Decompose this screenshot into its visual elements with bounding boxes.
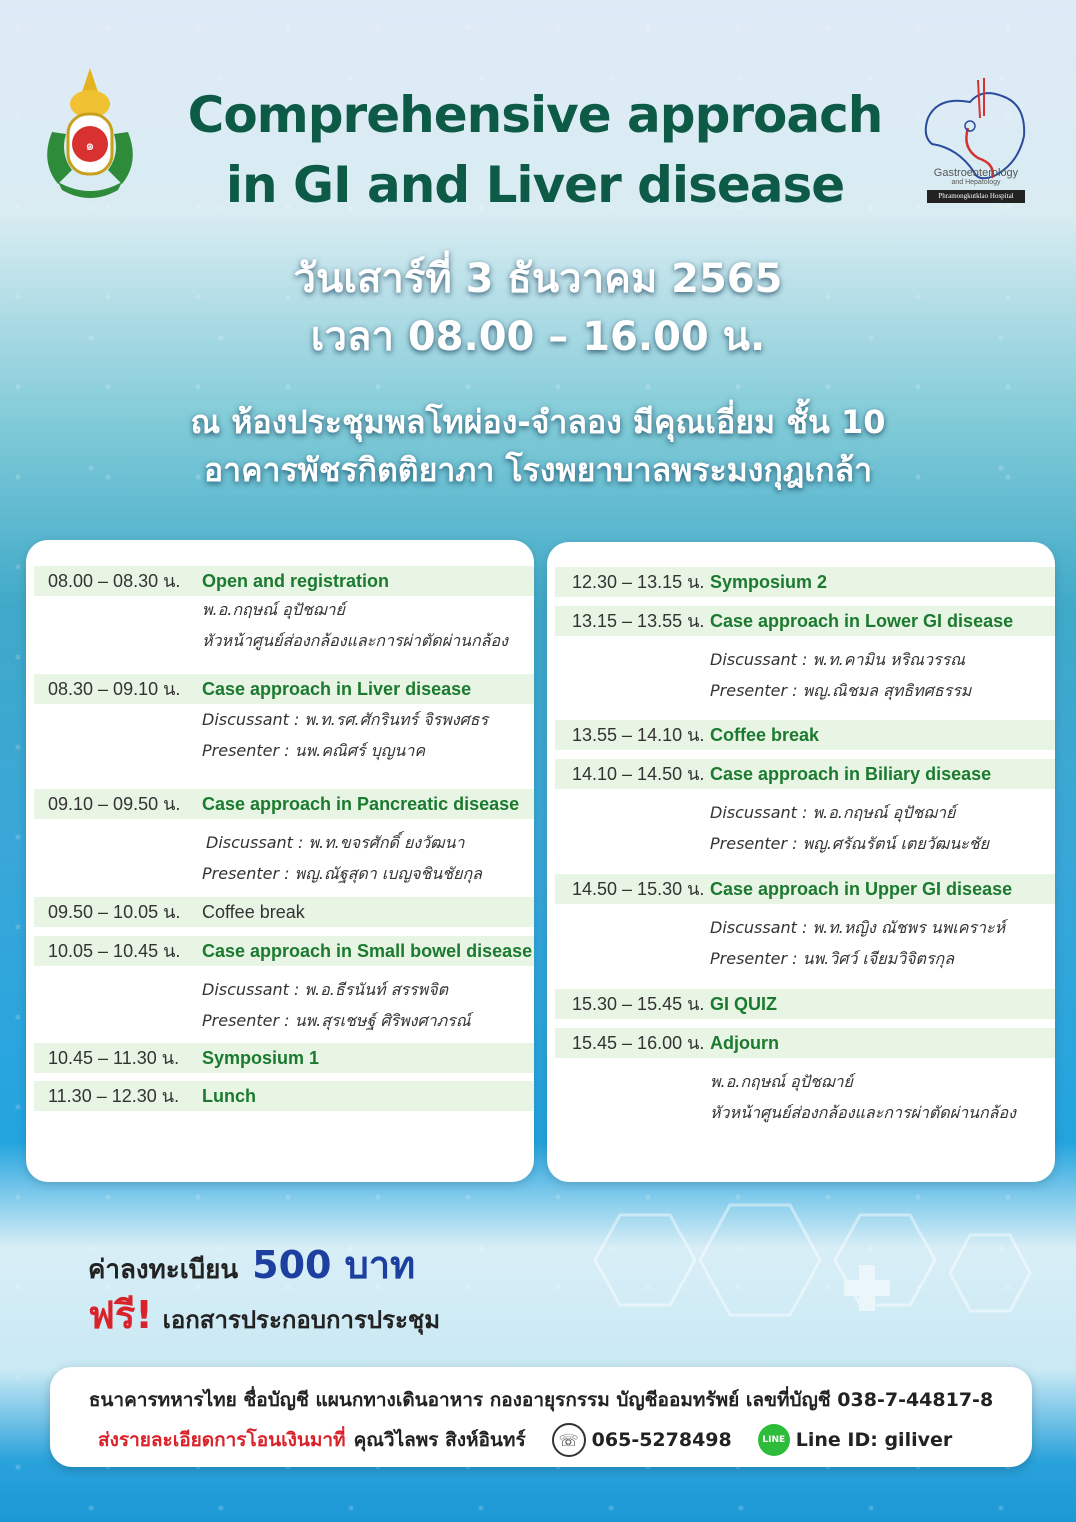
session-time: 08.00 – 08.30 น. — [48, 571, 181, 591]
medical-hexagon-graphic — [560, 1195, 1060, 1355]
session-discussant: Discussant : พ.ท.หญิง ณัชพร นพเคราะห์ — [710, 918, 1006, 937]
session-time: 15.30 – 15.45 น. — [572, 994, 705, 1014]
session-time: 10.05 – 10.45 น. — [48, 941, 181, 961]
gi-logo-line2: and Hepatology — [951, 179, 1001, 186]
session-time: 11.30 – 12.30 น. — [48, 1086, 180, 1106]
session-topic: Case approach in Upper GI disease — [710, 879, 1013, 899]
session-time: 09.50 – 10.05 น. — [48, 902, 181, 922]
event-title-line2: in GI and Liver disease — [225, 156, 845, 214]
session-topic: Adjourn — [710, 1033, 779, 1053]
svg-text:๑: ๑ — [85, 138, 95, 154]
session-discussant: Discussant : พ.อ.กฤษณ์ อุปัชฌาย์ — [710, 803, 956, 822]
fee-label: ค่าลงทะเบียน — [88, 1255, 239, 1285]
session-topic: Open and registration — [202, 571, 390, 591]
schedule-card-afternoon — [547, 542, 1055, 1182]
session-time: 09.10 – 09.50 น. — [48, 794, 181, 814]
session-discussant: Discussant : พ.อ.ธีรนันท์ สรรพจิต — [202, 980, 448, 999]
event-title-line1: Comprehensive approach — [187, 86, 883, 144]
session-presenter: Presenter : พญ.ณิชมล สุทธิทศธรรม — [710, 681, 972, 700]
session-topic: Symposium 2 — [710, 572, 828, 592]
session-time: 12.30 – 13.15 น. — [572, 572, 705, 592]
session-topic: Case approach in Lower GI disease — [710, 611, 1014, 631]
contact-info — [98, 1423, 952, 1457]
session-topic: Case approach in Pancreatic disease — [202, 794, 520, 814]
phone-icon: ☏ — [552, 1423, 586, 1457]
session-topic: Symposium 1 — [202, 1048, 320, 1068]
session-presenter: Presenter : นพ.วิศว์ เจียมวิจิตรกุล — [710, 949, 955, 968]
session-topic: Case approach in Small bowel disease — [202, 941, 533, 961]
session-topic: Lunch — [202, 1086, 256, 1106]
free-label: ฟรี! — [88, 1293, 153, 1337]
session-discussant: Discussant : พ.ท.รศ.ศักรินทร์ จิรพงศธร — [202, 710, 489, 729]
event-venue — [0, 398, 1076, 494]
session-time: 10.45 – 11.30 น. — [48, 1048, 180, 1068]
session-time: 13.15 – 13.55 น. — [572, 611, 705, 631]
hospital-emblem-logo — [38, 62, 142, 202]
session-time: 14.50 – 15.30 น. — [572, 879, 705, 899]
gi-logo-line1: Gastroenterology — [933, 167, 1019, 179]
session-presenter: Presenter : พญ.ศรัณรัตน์ เตยวัฒนะชัย — [710, 834, 989, 853]
session-topic: Case approach in Biliary disease — [710, 764, 992, 784]
send-transfer-label: ส่งรายละเอียดการโอนเงินมาที่ — [98, 1429, 346, 1451]
fee-amount: 500 บาท — [252, 1243, 416, 1287]
event-time: เวลา 08.00 – 16.00 น. — [310, 314, 766, 360]
payment-info-box — [50, 1367, 1032, 1467]
session-discussant: Discussant : พ.ท.ขจรศักดิ์ ยงวัฒนา — [206, 833, 465, 852]
event-date: วันเสาร์ที่ 3 ธันวาคม 2565 — [293, 256, 783, 302]
session-topic: Case approach in Liver disease — [202, 679, 472, 699]
session-person: พ.อ.กฤษณ์ อุปัชฌาย์ — [710, 1072, 853, 1091]
session-person-role: หัวหน้าศูนย์ส่องกล้องและการผ่าตัดผ่านกล้อง — [710, 1103, 1016, 1122]
venue-line1: ณ ห้องประชุมพลโทผ่อง-จำลอง มีคุณเอี่ยม ชั้น 10 — [190, 403, 886, 441]
session-person-role: หัวหน้าศูนย์ส่องกล้องและการผ่าตัดผ่านกล้อง — [202, 631, 508, 650]
session-topic: GI QUIZ — [710, 994, 777, 1014]
session-presenter: Presenter : นพ.สุรเชษฐ์ ศิริพงศาภรณ์ — [202, 1011, 471, 1030]
bank-account-info: ธนาคารทหารไทย ชื่อบัญชี แผนกทางเดินอาหาร กองอายุรกรรม บัญชีออมทรัพย์ เลขที่บัญชี 038-7-44817-8 — [88, 1389, 994, 1411]
free-text: เอกสารประกอบการประชุม — [162, 1306, 441, 1334]
contact-name: คุณวิไลพร สิงห์อินทร์ — [353, 1429, 526, 1451]
session-presenter: Presenter : นพ.คณิศร์ บุญนาค — [202, 741, 426, 760]
event-date-time — [0, 250, 1076, 366]
session-time: 13.55 – 14.10 น. — [572, 725, 705, 745]
phone-number[interactable]: 065-5278498 — [591, 1429, 732, 1451]
line-id[interactable]: Line ID: giliver — [795, 1429, 953, 1451]
line-app-icon: LINE — [758, 1424, 790, 1456]
free-documents — [88, 1284, 440, 1345]
session-time: 14.10 – 14.50 น. — [572, 764, 705, 784]
session-topic: Coffee break — [710, 725, 820, 745]
session-presenter: Presenter : พญ.ณัฐสุดา เบญจชินชัยกุล — [202, 864, 482, 883]
session-discussant: Discussant : พ.ท.คามิน หริณวรรณ — [710, 650, 966, 669]
session-time: 15.45 – 16.00 น. — [572, 1033, 705, 1053]
schedule-card-morning — [26, 540, 534, 1182]
venue-line2: อาคารพัชรกิตติยาภา โรงพยาบาลพระมงกุฎเกล้า — [203, 451, 873, 489]
session-person: พ.อ.กฤษณ์ อุปัชฌาย์ — [202, 600, 345, 619]
session-time: 08.30 – 09.10 น. — [48, 679, 181, 699]
gi-logo-badge: Phramongkutklao Hospital — [927, 190, 1025, 203]
gi-logo-text — [918, 168, 1034, 188]
event-title — [150, 80, 920, 220]
session-topic: Coffee break — [202, 902, 305, 922]
